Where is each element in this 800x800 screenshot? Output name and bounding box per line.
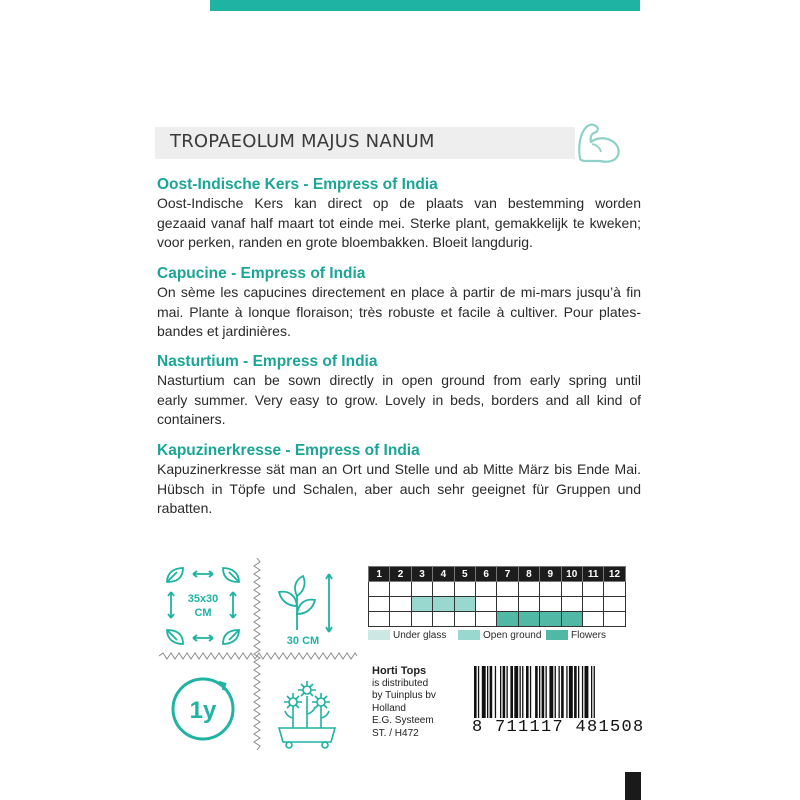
- print-mark: [625, 772, 641, 800]
- section-german: [157, 441, 641, 519]
- barcode-bar: [555, 666, 556, 722]
- month-2: 2: [390, 567, 411, 582]
- wavy-divider-horizontal: [159, 653, 357, 659]
- section-title: Kapuzinerkresse - Empress of India: [157, 442, 420, 459]
- section-english: [157, 352, 641, 430]
- barcode-bar: [535, 666, 538, 722]
- month-9: 9: [540, 567, 561, 582]
- barcode-bar: [566, 666, 567, 722]
- calendar-cell: [390, 612, 411, 627]
- height-icon: [279, 574, 332, 632]
- strong-plant-icon: [572, 118, 628, 166]
- calendar-cell: [604, 612, 625, 627]
- legend-swatch: [458, 630, 480, 640]
- calendar-cell: [561, 582, 582, 597]
- calendar-row-flowers: [369, 612, 626, 627]
- body-line: mai. Plante à lonque floraison; très robuste et facile à cultiver. Pour plates-: [157, 303, 641, 320]
- section-title: Capucine - Empress of India: [157, 265, 366, 282]
- calendar-cell: [561, 597, 582, 612]
- calendar-cell: [411, 597, 432, 612]
- body-line: Kapuzinerkresse sät man an Ort und Stelle und ab Mitte März bis Ende Mai.: [157, 461, 641, 477]
- barcode-bar: [514, 666, 518, 722]
- barcode-bar: [539, 666, 540, 722]
- calendar-cell: [604, 597, 625, 612]
- barcode-number: 8 711117 481508: [472, 718, 645, 737]
- sowing-calendar: [368, 566, 626, 627]
- distributor-line: E.G. Systeem: [372, 715, 434, 726]
- month-11: 11: [582, 567, 603, 582]
- legend-label: Under glass: [393, 630, 447, 641]
- latin-name: TROPAEOLUM MAJUS NANUM: [170, 131, 435, 152]
- body-line: bandes et jardinières.: [157, 323, 291, 339]
- legend-label: Flowers: [571, 630, 607, 641]
- calendar-cell: [475, 597, 496, 612]
- calendar-cell: [369, 597, 390, 612]
- section-body: [157, 460, 641, 519]
- body-line: rabatten.: [157, 500, 213, 516]
- body-line: Oost-Indische Kers kan direct op de plaats van bestemming worden: [157, 195, 641, 211]
- calendar-cell: [561, 612, 582, 627]
- barcode-bar: [559, 666, 560, 722]
- section-body: [157, 371, 641, 430]
- legend-label: Open ground: [483, 630, 542, 641]
- legend-open-ground: [458, 630, 541, 642]
- section-body: [157, 283, 641, 342]
- calendar-cell: [582, 582, 603, 597]
- calendar-cell: [433, 612, 454, 627]
- barcode-bar: [561, 666, 564, 722]
- section-title: Nasturtium - Empress of India: [157, 353, 378, 370]
- calendar-legend: [368, 630, 638, 644]
- barcode-bar: [507, 666, 508, 722]
- barcode-bar: [549, 666, 553, 722]
- barcode-bar: [478, 666, 479, 722]
- calendar-cell: [433, 582, 454, 597]
- calendar-cell: [475, 612, 496, 627]
- barcode-bar: [490, 666, 493, 722]
- calendar-cell: [369, 612, 390, 627]
- calendar-row-open-ground: [369, 597, 626, 612]
- section-title: Oost-Indische Kers - Empress of India: [157, 176, 438, 193]
- distributor-line: Holland: [372, 702, 406, 714]
- calendar-cell: [540, 612, 561, 627]
- calendar-cell: [540, 597, 561, 612]
- month-4: 4: [433, 567, 454, 582]
- barcode-bar: [522, 666, 523, 722]
- spacing-unit-label: CM: [194, 607, 212, 619]
- legend-swatch: [546, 630, 568, 640]
- calendar-cell: [582, 612, 603, 627]
- month-3: 3: [411, 567, 432, 582]
- legend-swatch: [368, 630, 390, 640]
- calendar-cell: [433, 597, 454, 612]
- calendar-cell: [540, 582, 561, 597]
- barcode-bar: [594, 666, 595, 722]
- barcode-bar: [574, 666, 577, 722]
- calendar-cell: [411, 612, 432, 627]
- barcode-bar: [520, 666, 521, 722]
- barcode-bar: [530, 666, 531, 722]
- calendar-cell: [390, 582, 411, 597]
- barcode-bar: [487, 666, 488, 722]
- barcode-bar: [510, 666, 513, 722]
- growing-icons-grid: [157, 556, 357, 756]
- flower-pots-icon: [279, 681, 335, 748]
- spacing-label: 35x30: [187, 593, 219, 605]
- barcode-bar: [569, 666, 573, 722]
- barcode-bar: [526, 666, 529, 722]
- calendar-cell: [582, 597, 603, 612]
- calendar-cell: [518, 612, 539, 627]
- barcode-bar: [474, 666, 477, 722]
- calendar-cell: [454, 582, 475, 597]
- barcode-bar: [578, 666, 579, 722]
- top-color-bar: [210, 0, 640, 11]
- distributor-line: by Tuinplus bv: [372, 690, 436, 701]
- barcode-bar: [482, 666, 486, 722]
- body-line: gezaaid vanaf half maart tot einde mei. Sterke plant, gemakkelijk te kweken;: [157, 214, 641, 231]
- month-7: 7: [497, 567, 518, 582]
- distributor-line: ST. / H472: [372, 727, 419, 739]
- calendar-months-row: [369, 567, 626, 582]
- body-line: On sème les capucines directement en place à partir de mi-mars jusqu’à fin: [157, 284, 641, 300]
- legend-flowers: [546, 630, 606, 642]
- calendar-cell: [518, 597, 539, 612]
- calendar-cell: [518, 582, 539, 597]
- body-line: voor perken, randen en grote bloembakken. Bloeit langdurig.: [157, 234, 533, 250]
- month-6: 6: [475, 567, 496, 582]
- barcode-bar: [503, 666, 506, 722]
- legend-under-glass: [368, 630, 446, 642]
- calendar-cell: [497, 582, 518, 597]
- month-5: 5: [454, 567, 475, 582]
- barcode-bar: [591, 666, 592, 722]
- barcode-bar: [546, 666, 547, 722]
- body-line: Hübsch in Töpfe und Schalen, aber auch sehr geeignet für Gruppen und: [157, 480, 641, 497]
- calendar-cell: [369, 582, 390, 597]
- month-12: 12: [604, 567, 625, 582]
- section-french: [157, 264, 641, 342]
- body-line: Nasturtium can be sown directly in open ground from early spring until: [157, 372, 641, 388]
- barcode-bar: [585, 666, 589, 722]
- month-10: 10: [561, 567, 582, 582]
- calendar-cell: [497, 612, 518, 627]
- spacing-icon: [167, 568, 239, 644]
- brand-name: Horti Tops: [372, 665, 427, 677]
- calendar-cell: [497, 597, 518, 612]
- height-label: 30 CM: [286, 635, 320, 647]
- distributor-line: is distributed: [372, 677, 429, 689]
- barcode-bar: [500, 666, 501, 722]
- section-body: [157, 194, 641, 253]
- barcode-bar: [542, 666, 545, 722]
- calendar-cell: [411, 582, 432, 597]
- lifecycle-label: 1y: [189, 697, 217, 724]
- calendar-cell: [475, 582, 496, 597]
- calendar-cell: [454, 612, 475, 627]
- calendar-row-under-glass: [369, 582, 626, 597]
- calendar-cell: [390, 597, 411, 612]
- month-1: 1: [369, 567, 390, 582]
- calendar-cell: [604, 582, 625, 597]
- body-line: early summer. Very easy to grow. Lovely in beds, borders and all kind of: [157, 391, 641, 408]
- barcode-bar: [495, 666, 496, 722]
- barcode-bar: [582, 666, 583, 722]
- calendar-cell: [454, 597, 475, 612]
- distributor-info: [372, 665, 462, 740]
- section-dutch: [157, 175, 641, 253]
- month-8: 8: [518, 567, 539, 582]
- body-line: containers.: [157, 411, 226, 427]
